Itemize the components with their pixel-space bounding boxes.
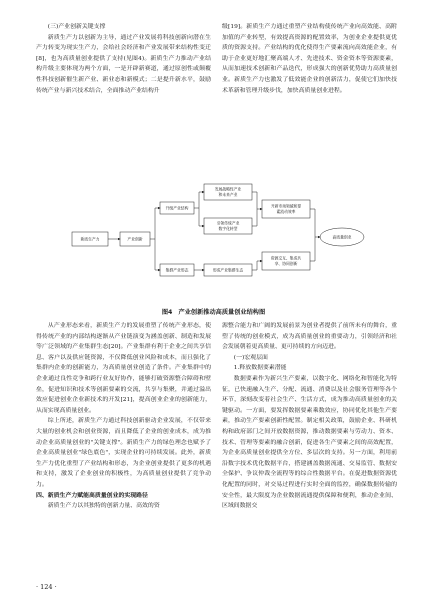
label-emerging-2: 和未来产业 (218, 192, 238, 197)
label-emerging-1: 发展战略性产业 (214, 186, 242, 192)
label-digital-2: 数字化转型 (218, 226, 238, 231)
diagram-svg (68, 182, 368, 297)
label-cluster: 集群产业形态 (165, 267, 189, 273)
right-column-bottom (222, 321, 397, 512)
subheading-macro: (一)宏观层面 (233, 354, 268, 361)
right-column-top (222, 22, 397, 96)
label-innovation: 产业创新 (127, 236, 143, 242)
label-share-2: 享、协同创新 (274, 261, 298, 266)
paragraph: 新质生产力以其独特的创新力量、高效的资 (47, 503, 160, 510)
paragraph: 数据要素作为新兴生产要素，以数字化、网络化和智能化为特征，已快速融入生产、分配、流通、消费以及社会服务管理等各个环节，深刻改变着社会生产、生活方式，成为推动高质量创业的关键驱动。一方面，要发挥数据要素乘数效应，协同优化其他生产要素，推动生产要素创新性配置。制定相关政策，鼓励企业、科研机构和政府部门之间开放数据资源，推动数据要素与劳动力、资本、技术、管理等要素的融合创新，促进各生产要素之间的高效配置，为企业高质量创业提供全方位、多层次的支持。另一方面，利用前沿数字技术优化数据平台，搭建涵盖数据流通、交易监管、数据安全保护、争议仲裁全流程等的综合性数据平台。在促进数据资源优化配置的同时，对交易过程进行实时全面的监控，确保数据传输的安全性，最大限度为企业数据流通提供保障和便利，推动企业间、区域间数据交 (222, 375, 397, 510)
label-result: 高质量创业 (332, 234, 352, 240)
subheading-data: 1.释放数据要素潜能 (233, 365, 287, 372)
section-heading-industry: (三)产业创新关键支撑 (47, 24, 106, 30)
label-chain: 形成产业集群生态 (212, 267, 244, 273)
label-open-2: 素流动效率 (276, 209, 296, 214)
label-source: 新质生产力 (80, 236, 100, 242)
section-heading-paths: 四、新质生产力赋能高质量创业的实现路径 (36, 492, 148, 499)
label-open-1: 开辟市场领域和要 (270, 203, 302, 209)
label-upgrade: 升级产业结构 (165, 205, 189, 211)
paragraph: 从产业形态来看，新质生产力的发展重塑了传统产业形态，使得传统产业的内部结构逐渐从产业链演变为涵盖创新、制造和发展等广泛领域的产业集群生态[20]。产业集群有利于企业之间共享信息、客户以及供应链资源，不仅降低创业风险和成本，而且强化了集群内企业的创新能力，为高质量创业创造了条件。产业集群中的企业通过良性竞争和跨行业友好协作，能够打破资源整合障碍和壁垒，促进知识和技术等创新要素的交流，共享与集聚，并通过溢出效应促进创业企业新技术的开发[21]，提高创业企业的创新能力，从而实现高质量创业。 (36, 323, 211, 414)
figure-caption: 图4 产业创新推动高质量创业结构图 (161, 309, 266, 316)
paragraph: 综上所述，新质生产力通过科技创新驱动企业发展，不仅带来大量的创业机会和创业资源，而且降低了企业的创业成本，成为推动企业高质量创业的"关键支撑"。新质生产力的绿色理念也赋予了企业高质量创业"绿色底色"，实现企业的可持续发展。此外，新质生产力优化重塑了产业结构和形态，为企业创业提供了更多的机遇和支持，激发了企业创业的积极性，为高质量创业提供了竞争动力。 (36, 418, 211, 488)
page-number: · 124 · (36, 583, 57, 591)
paragraph: 级[19]。新质生产力通过重塑产业结构使传统产业向高效能、高附加值的产业转型，有效提高资源的配置效率，为创业企业提供更优质的资源支持。产业结构的优化使得生产要素流向高效能企业，有助于企业更好地汇聚高端人才、先进技术、资金资本等资源要素，从而加速技术创新和产品迭代，形成强大的创新优势助力高质量创业。新质生产力也激发了低效能企业的创新活力，促使它们加快技术革新和管理升级步伐，加快高质量创业进程。 (222, 24, 397, 94)
paragraph: 源整合能力和广阔的发展前景为创业者提供了前所未有的舞台，重塑了传统的创业模式，成为高质量创业的重要动力，引领经济和社会发展朝着更高质量、更可持续的方向迈进。 (222, 323, 397, 351)
paragraph: 新质生产力以创新为主导，通过产业发展将科技创新向潜在生产力转变为现实生产力，会给社会经济和产业发展带来结构性变迁[8]，也为高质量创业提供了支持(见图4)。新质生产力推动产业结构升级主要体现为两个方面，一是开辟新赛道，通过原创性或颠覆性科技创新催生新产业、新业态和新模式；二是提升新水平，鼓励传统产业与新兴技术结合，全面推动产业结构升 (36, 34, 211, 94)
left-column-bottom (36, 321, 211, 512)
label-share-1: 资源交互、集成共 (270, 255, 302, 261)
structure-diagram (68, 182, 368, 297)
label-digital-1: 引领传统产业 (216, 220, 240, 226)
left-column-top (36, 22, 211, 96)
